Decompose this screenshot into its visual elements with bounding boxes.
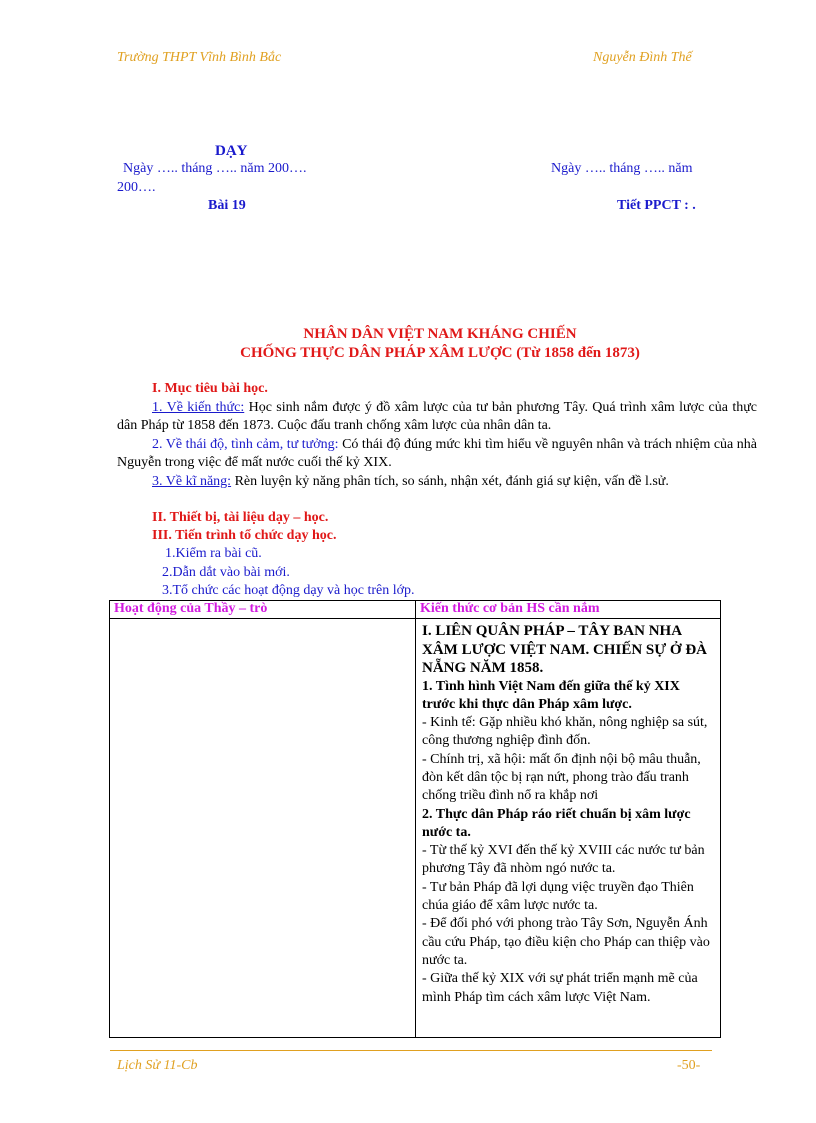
knowledge-label: 1. Về kiến thức: — [152, 400, 245, 415]
footer-subject: Lịch Sử 11-Cb — [117, 1058, 198, 1073]
attitude-paragraph — [117, 436, 757, 472]
day-label: DẠY — [215, 143, 248, 159]
header-author: Nguyễn Đình Thế — [593, 50, 692, 65]
footer-rule — [110, 1050, 712, 1051]
section2-heading: II. Thiết bị, tài liệu dạy – học. — [152, 510, 329, 525]
step-3: 3.Tổ chức các hoạt động dạy và học trên lớp. — [162, 583, 415, 598]
ppct-label: Tiết PPCT : . — [617, 198, 696, 213]
section1-heading: I. Mục tiêu bài học. — [152, 381, 268, 396]
title-line1: NHÂN DÂN VIỆT NAM KHÁNG CHIẾN — [303, 326, 577, 342]
knowledge-text: Học sinh nắm được ý đồ xâm lược của tư bản phương Tây. Quá trình xâm lược của thực dân Pháp từ 1858 đến 1873. Cuộc đấu tranh chống xâm lược của nhân dân ta. — [117, 400, 758, 433]
lesson-table — [109, 600, 721, 1038]
activities-cell — [110, 619, 416, 1038]
list-item: - Từ thế kỷ XVI đến thế kỷ XVIII các nước tư bản phương Tây đã nhòm ngó nước ta. — [422, 843, 705, 877]
footer-page: -50- — [677, 1058, 701, 1073]
date-wrap: 200…. — [117, 180, 156, 195]
table-header-activities: Hoạt động của Thầy – trò — [110, 601, 416, 619]
date-right: Ngày ….. tháng ….. năm — [551, 161, 693, 176]
subheading-2: 2. Thực dân Pháp ráo riết chuẩn bị xâm lược nước ta. — [422, 806, 691, 840]
step-1: 1.Kiểm ra bài cũ. — [165, 546, 262, 561]
header-school: Trường THPT Vĩnh Bình Bắc — [117, 50, 282, 65]
skill-paragraph — [117, 473, 757, 491]
list-item: - Giữa thế kỷ XIX với sự phát triển mạnh mẽ của mình Pháp tìm cách xâm lược Việt Nam. — [422, 971, 698, 1005]
list-item: - Kinh tế: Gặp nhiều khó khăn, nông nghiệp sa sút, công thương nghiệp đình đốn. — [422, 715, 708, 749]
list-item: - Chính trị, xã hội: mất ổn định nội bộ mâu thuẫn, đòn kết dân tộc bị rạn nứt, phong trào đấu tranh chống triều đình nổ ra khắp nơi — [422, 751, 701, 804]
skill-text: Rèn luyện kỷ năng phân tích, so sánh, nhận xét, đánh giá sự kiện, vấn đề l.sử. — [234, 474, 669, 489]
attitude-text: Có thái độ đúng mức khi tìm hiểu về nguyên nhân và trách nhiệm của nhà Nguyễn trong việc để mất nước cuối thế kỷ XIX. — [117, 437, 758, 470]
knowledge-paragraph — [117, 399, 757, 435]
skill-label: 3. Về kĩ năng: — [152, 474, 232, 489]
section3-heading: III. Tiến trình tổ chức dạy học. — [152, 528, 337, 543]
list-item: - Để đối phó với phong trào Tây Sơn, Nguyễn Ánh cầu cứu Pháp, tạo điều kiện cho Pháp can thiệp vào nước ta. — [422, 916, 710, 968]
step-2: 2.Dẫn dắt vào bài mới. — [162, 565, 290, 580]
knowledge-cell — [416, 619, 721, 1038]
subheading-1: 1. Tình hình Việt Nam đến giữa thế kỷ XIX trước khi thực dân Pháp xâm lược. — [422, 678, 680, 712]
table-header-knowledge: Kiến thức cơ bản HS cần nắm — [416, 601, 721, 619]
title-line2: CHỐNG THỰC DÂN PHÁP XÂM LƯỢC (Từ 1858 đến 1873) — [240, 345, 640, 361]
lesson-number: Bài 19 — [208, 198, 246, 213]
list-item: - Tư bản Pháp đã lợi dụng việc truyền đạo Thiên chúa giáo để xâm lược nước ta. — [422, 879, 694, 914]
date-left: Ngày ….. tháng ….. năm 200…. — [123, 161, 307, 176]
main-heading: I. LIÊN QUÂN PHÁP – TÂY BAN NHA XÂM LƯỢC VIỆT NAM. CHIẾN SỰ Ở ĐÀ NẴNG NĂM 1858. — [422, 623, 708, 676]
attitude-label: 2. Về thái độ, tình cảm, tư tưởng: — [152, 437, 339, 452]
